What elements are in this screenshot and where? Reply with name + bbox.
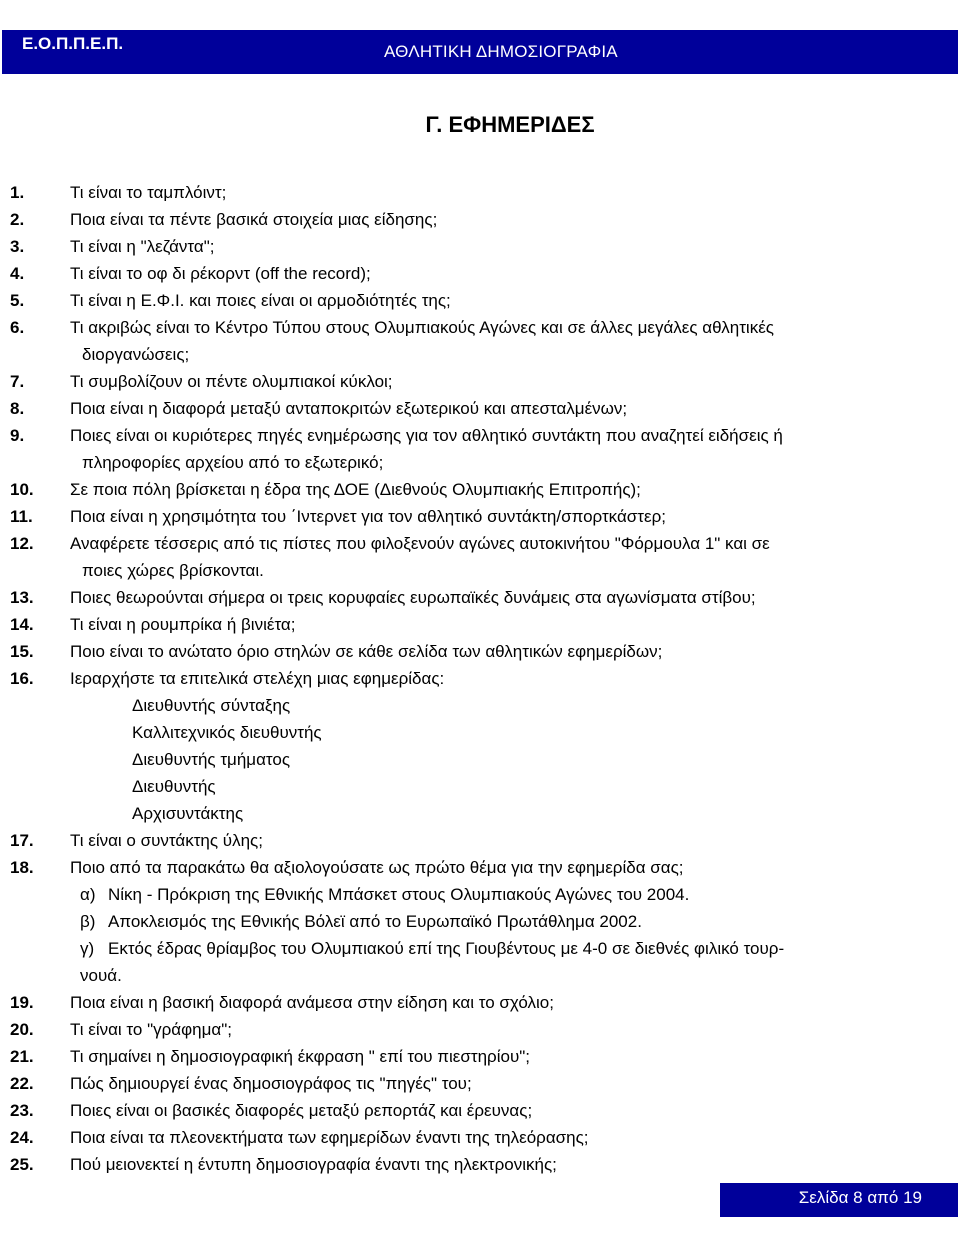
question-item	[10, 638, 950, 665]
header-subject: ΑΘΛΗΤΙΚΗ ΔΗΜΟΣΙΟΓΡΑΦΙΑ	[384, 42, 618, 61]
question-number: 20.	[10, 1020, 34, 1039]
question-text	[70, 179, 950, 206]
question-text	[70, 1151, 950, 1178]
question-line: Ποιο από τα παρακάτω θα αξιολογούσατε ως πρώτο θέμα για την εφημερίδα σας;	[70, 858, 684, 877]
question-line: Πού μειονεκτεί η έντυπη δημοσιογραφία έναντι της ηλεκτρονικής;	[70, 1155, 557, 1174]
question-line: Ποιο είναι το ανώτατο όριο στηλών σε κάθε σελίδα των αθλητικών εφημερίδων;	[70, 642, 663, 661]
option-text: Αποκλεισμός της Εθνικής Βόλεϊ από το Ευρωπαϊκό Πρωτάθλημα 2002.	[108, 912, 642, 931]
question-item	[10, 530, 950, 584]
page-number: Σελίδα 8 από 19	[798, 1188, 922, 1207]
question-text	[70, 1097, 950, 1124]
question-number: 10.	[10, 480, 34, 499]
question-item	[10, 179, 950, 206]
question-line: Πώς δημιουργεί ένας δημοσιογράφος τις "πηγές" του;	[70, 1074, 472, 1093]
question-number: 21.	[10, 1047, 34, 1066]
question-text	[70, 1016, 950, 1043]
question-number: 13.	[10, 588, 34, 607]
question-text	[70, 287, 950, 314]
question-item	[10, 233, 950, 260]
header-org: Ε.Ο.Π.Π.Ε.Π.	[22, 34, 124, 53]
question-number: 5.	[10, 291, 25, 310]
question-item	[10, 1016, 950, 1043]
question-item	[10, 368, 950, 395]
question-number: 2.	[10, 210, 25, 229]
question-text	[70, 476, 950, 503]
question-text	[70, 422, 950, 476]
option-letter: γ)	[80, 939, 95, 958]
question-text	[70, 665, 950, 692]
question-line: Τι συμβολίζουν οι πέντε ολυμπιακοί κύκλοι;	[70, 372, 393, 391]
answer-option	[10, 881, 950, 908]
question-line: Ποιες θεωρούνται σήμερα οι τρεις κορυφαίες ευρωπαϊκές δυνάμεις στα αγωνίσματα στίβου;	[70, 588, 756, 607]
question-number: 19.	[10, 993, 34, 1012]
option-letter: β)	[80, 912, 96, 931]
question-line: Ποιες είναι οι βασικές διαφορές μεταξύ ρεπορτάζ και έρευνας;	[70, 1101, 533, 1120]
question-item	[10, 503, 950, 530]
question-number: 18.	[10, 858, 34, 877]
question-line: Τι σημαίνει η δημοσιογραφική έκφραση " επί του πιεστηρίου";	[70, 1047, 531, 1066]
question-line: Τι ακριβώς είναι το Κέντρο Τύπου στους Ολυμπιακούς Αγώνες και σε άλλες μεγάλες αθλητικές	[70, 318, 774, 337]
role-item: Διευθυντής σύνταξης	[132, 696, 291, 715]
question-item	[10, 611, 950, 638]
question-item	[10, 1151, 950, 1178]
option-text: Νίκη - Πρόκριση της Εθνικής Μπάσκετ στους Ολυμπιακούς Αγώνες του 2004.	[108, 885, 690, 904]
question-text	[70, 854, 950, 881]
question-item	[10, 827, 950, 854]
question-line: Τι είναι το ταμπλόιντ;	[70, 183, 227, 202]
question-line: Τι είναι η "λεζάντα";	[70, 237, 215, 256]
header-bar	[2, 30, 958, 74]
question-item	[10, 287, 950, 314]
option-text: Εκτός έδρας θρίαμβος του Ολυμπιακού επί της Γιουβέντους με 4-0 σε διεθνές φιλικό τουρ-	[108, 939, 785, 958]
question-number: 24.	[10, 1128, 34, 1147]
question-number: 12.	[10, 534, 34, 553]
question-item	[10, 1043, 950, 1070]
question-item	[10, 854, 950, 881]
question-item	[10, 989, 950, 1016]
question-item	[10, 395, 950, 422]
question-item	[10, 665, 950, 692]
question-line: πληροφορίες αρχείου από το εξωτερικό;	[82, 453, 384, 472]
question-number: 1.	[10, 183, 25, 202]
question-line: Αναφέρετε τέσσερις από τις πίστες που φιλοξενούν αγώνες αυτοκινήτου "Φόρμουλα 1" και σε	[70, 534, 770, 553]
question-text	[70, 314, 950, 368]
question-number: 7.	[10, 372, 25, 391]
question-item	[10, 1097, 950, 1124]
role-item: Διευθυντής τμήματος	[132, 750, 291, 769]
question-list	[10, 179, 950, 1178]
option-letter: α)	[80, 885, 96, 904]
question-number: 3.	[10, 237, 25, 256]
question-number: 23.	[10, 1101, 34, 1120]
question-text	[70, 827, 950, 854]
question-number: 22.	[10, 1074, 34, 1093]
question-line: Τι είναι ο συντάκτης ύλης;	[70, 831, 263, 850]
question-text	[70, 206, 950, 233]
question-item	[10, 1124, 950, 1151]
question-item	[10, 476, 950, 503]
question-line: Ποια είναι τα πέντε βασικά στοιχεία μιας είδησης;	[70, 210, 438, 229]
question-text	[70, 989, 950, 1016]
question-item	[10, 260, 950, 287]
question-line: Τι είναι η ρουμπρίκα ή βινιέτα;	[70, 615, 296, 634]
question-line: Τι είναι το οφ δι ρέκορντ (off the record);	[70, 264, 371, 283]
answer-option	[10, 908, 950, 935]
question-line: Ποια είναι η βασική διαφορά ανάμεσα στην είδηση και το σχόλιο;	[70, 993, 554, 1012]
answer-option	[10, 935, 950, 962]
role-item: Διευθυντής	[132, 777, 216, 796]
question-text	[70, 638, 950, 665]
question-text	[70, 611, 950, 638]
question-line: Σε ποια πόλη βρίσκεται η έδρα της ΔΟΕ (Διεθνούς Ολυμπιακής Επιτροπής);	[70, 480, 641, 499]
question-text	[70, 584, 950, 611]
question-number: 15.	[10, 642, 34, 661]
question-number: 4.	[10, 264, 25, 283]
question-text	[70, 1070, 950, 1097]
section-title: Γ. ΕΦΗΜΕΡΙΔΕΣ	[425, 112, 595, 137]
question-line: ποιες χώρες βρίσκονται.	[82, 561, 264, 580]
question-number: 9.	[10, 426, 25, 445]
footer-bar	[720, 1183, 958, 1217]
question-number: 25.	[10, 1155, 34, 1174]
question-item	[10, 206, 950, 233]
question-text	[70, 1043, 950, 1070]
question-line: Τι είναι το "γράφημα";	[70, 1020, 232, 1039]
question-text	[70, 1124, 950, 1151]
question-line: Τι είναι η Ε.Φ.Ι. και ποιες είναι οι αρμοδιότητές της;	[70, 291, 451, 310]
question-number: 8.	[10, 399, 25, 418]
question-text	[70, 233, 950, 260]
question-number: 16.	[10, 669, 34, 688]
question-number: 17.	[10, 831, 34, 850]
question-item	[10, 314, 950, 368]
question-text	[70, 530, 950, 584]
question-line: Ποια είναι η χρησιμότητα του ΄Ιντερνετ για τον αθλητικό συντάκτη/σπορτκάστερ;	[70, 507, 666, 526]
question-item	[10, 422, 950, 476]
question-number: 14.	[10, 615, 34, 634]
question-line: Ιεραρχήστε τα επιτελικά στελέχη μιας εφημερίδας:	[70, 669, 445, 688]
question-text	[70, 503, 950, 530]
role-item: Καλλιτεχνικός διευθυντής	[132, 723, 322, 742]
question-item	[10, 584, 950, 611]
question-item	[10, 1070, 950, 1097]
question-line: διοργανώσεις;	[82, 345, 190, 364]
question-text	[70, 260, 950, 287]
question-number: 11.	[10, 507, 33, 526]
role-item: Αρχισυντάκτης	[132, 804, 244, 823]
question-line: Ποιες είναι οι κυριότερες πηγές ενημέρωσης για τον αθλητικό συντάκτη που αναζητεί ειδήσεις ή	[70, 426, 783, 445]
question-line: Ποια είναι η διαφορά μεταξύ ανταποκριτών εξωτερικού και απεσταλμένων;	[70, 399, 628, 418]
question-text	[70, 368, 950, 395]
option-text-continued: νουά.	[80, 966, 122, 985]
question-line: Ποια είναι τα πλεονεκτήματα των εφημερίδων έναντι της τηλεόρασης;	[70, 1128, 589, 1147]
question-text	[70, 395, 950, 422]
question-number: 6.	[10, 318, 25, 337]
